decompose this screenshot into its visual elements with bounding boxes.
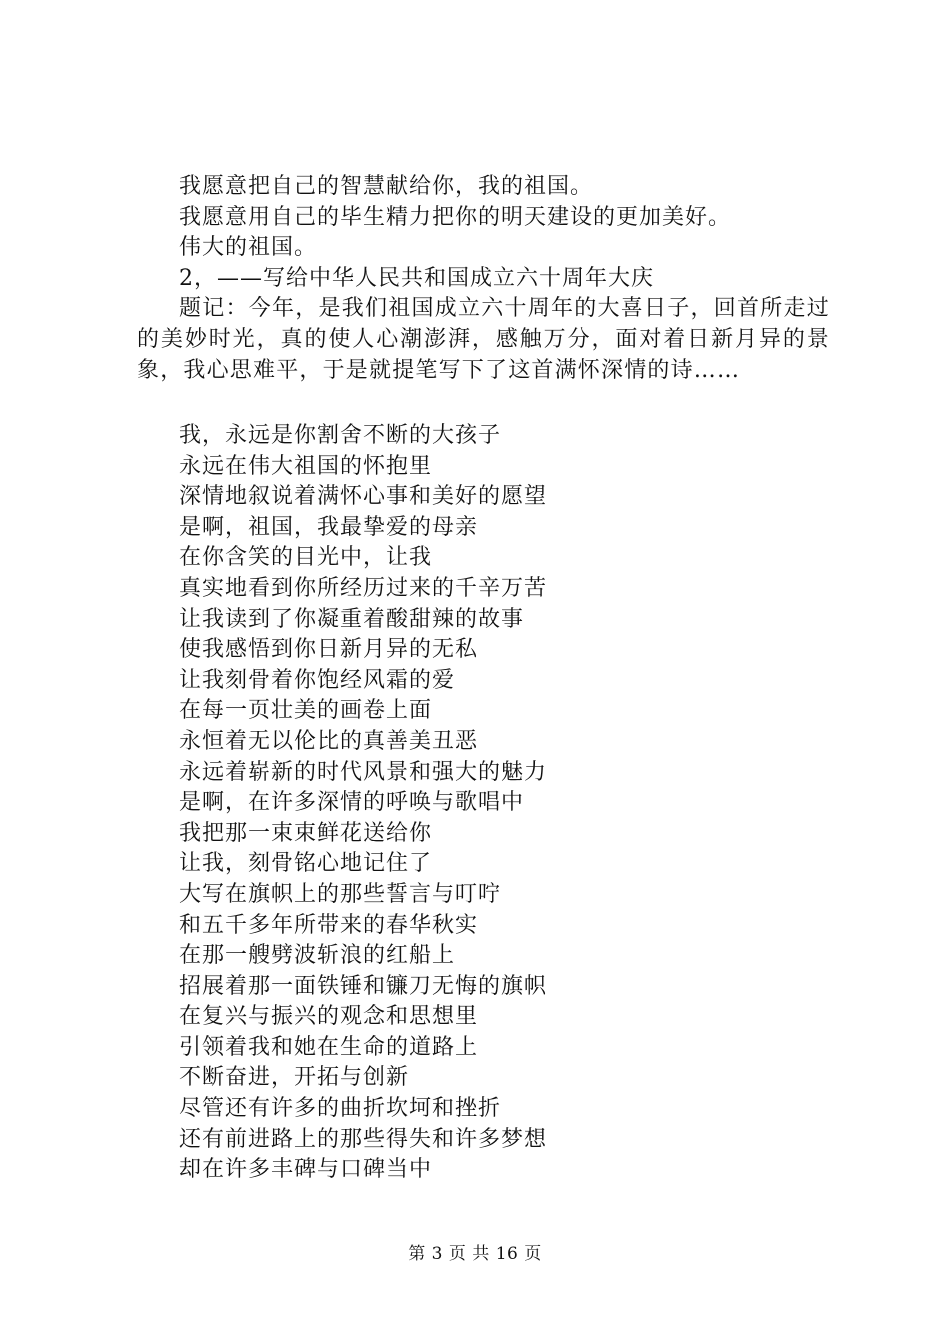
poem-line: 在每一页壮美的画卷上面: [179, 698, 433, 724]
intro-line-2: 我愿意用自己的毕生精力把你的明天建设的更加美好。: [179, 204, 732, 230]
poem-line: 还有前进路上的那些得失和许多梦想: [179, 1126, 548, 1152]
poem-line: 使我感悟到你日新月异的无私: [179, 637, 479, 663]
poem-line: 我，永远是你割舍不断的大孩子: [179, 423, 502, 448]
poem-line: 是啊，祖国，我最挚爱的母亲: [179, 514, 479, 540]
poem-line: 让我，刻骨铭心地记住了: [179, 851, 433, 877]
intro-line-3: 伟大的祖国。: [179, 235, 318, 261]
poem-line: 招展着那一面铁锤和镰刀无悔的旗帜: [179, 973, 548, 999]
inscription-paragraph: 题记：今年，是我们祖国成立六十周年的大喜日子，回首所走过的美妙时光，真的使人心潮澎湃，感触万分，面对着日新月异的景象，我心思难平，于是就提笔写下了这首满怀深情的诗……: [137, 296, 830, 383]
poem-line: 深情地叙说着满怀心事和美好的愿望: [179, 484, 548, 510]
poem-line: 大写在旗帜上的那些誓言与叮咛: [179, 881, 502, 907]
poem-line: 引领着我和她在生命的道路上: [179, 1034, 479, 1060]
poem-line: 在那一艘劈波斩浪的红船上: [179, 943, 456, 969]
page-number-footer: 第 3 页 共 16 页: [408, 1244, 542, 1264]
poem-body: [179, 421, 547, 1186]
poem-line: 不断奋进，开拓与创新: [179, 1065, 410, 1091]
poem-line: 永远着崭新的时代风景和强大的魅力: [179, 759, 548, 785]
poem-line: 永远在伟大祖国的怀抱里: [179, 453, 433, 479]
poem-line: 永恒着无以伦比的真善美丑恶: [179, 728, 479, 754]
poem-line: 在复兴与振兴的观念和思想里: [179, 1004, 479, 1030]
poem-subtitle: 2，——写给中华人民共和国成立六十周年大庆: [179, 265, 654, 291]
poem-line: 让我刻骨着你饱经风霜的爱: [179, 667, 456, 693]
poem-line: 和五千多年所带来的春华秋实: [179, 912, 479, 938]
poem-line: 在你含笑的目光中，让我: [179, 545, 433, 571]
poem-line: 真实地看到你所经历过来的千辛万苦: [179, 575, 548, 601]
poem-line: 让我读到了你凝重着酸甜辣的故事: [179, 606, 525, 632]
intro-line-1: 我愿意把自己的智慧献给你，我的祖国。: [179, 174, 594, 199]
intro-section: [137, 172, 837, 386]
poem-line: 我把那一束束鲜花送给你: [179, 820, 433, 846]
poem-line: 却在许多丰碑与口碑当中: [179, 1157, 433, 1183]
poem-line: 尽管还有许多的曲折坎坷和挫折: [179, 1096, 502, 1122]
poem-line: 是啊，在许多深情的呼唤与歌唱中: [179, 790, 525, 816]
